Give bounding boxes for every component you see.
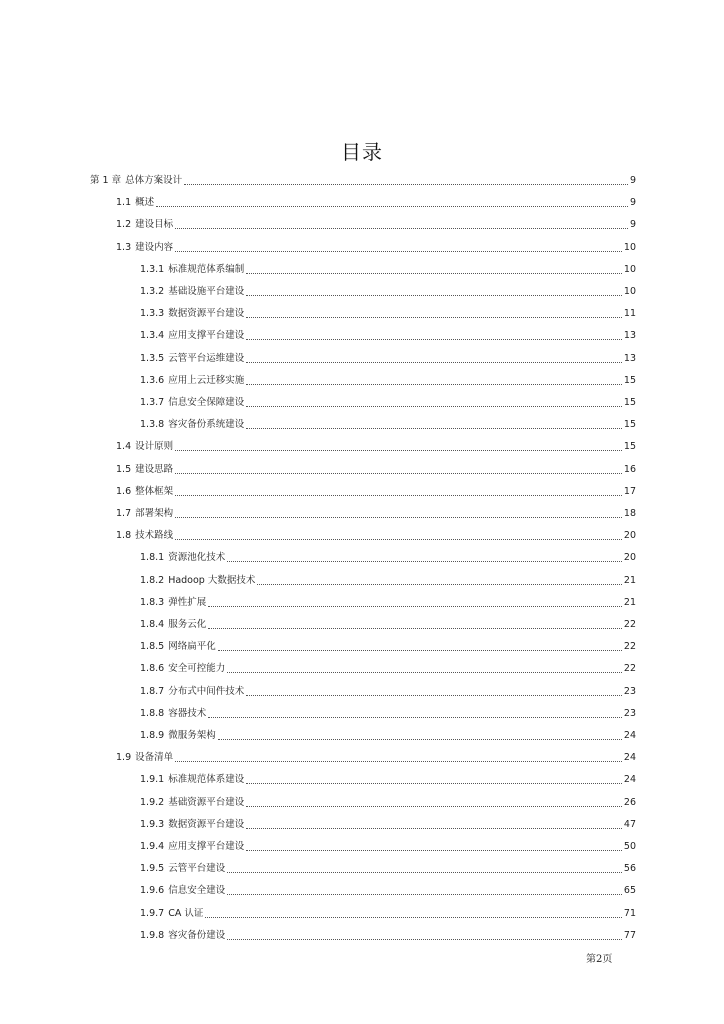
toc-entry-title: 应用支撑平台建设 xyxy=(168,841,245,852)
toc-entry-title: 资源池化技术 xyxy=(168,552,226,564)
toc-entry-page: 9 xyxy=(629,219,636,231)
toc-entry-page: 71 xyxy=(623,907,636,919)
toc-entry-page: 10 xyxy=(623,286,636,297)
toc-entry-page: 24 xyxy=(623,752,636,764)
toc-entry-page: 15 xyxy=(623,419,636,431)
toc-entry-number: 1.7 xyxy=(116,508,132,519)
toc-entry-title: 整体框架 xyxy=(135,485,174,497)
toc-entry-number: 1.9.8 xyxy=(140,929,165,941)
toc-entry-title: 建设内容 xyxy=(135,241,174,253)
toc-dot-leader xyxy=(184,184,628,185)
toc-entry-page: 20 xyxy=(623,552,636,564)
toc-dot-leader xyxy=(175,251,622,252)
toc-dot-leader xyxy=(246,850,622,851)
toc-entry-page: 77 xyxy=(623,929,636,941)
toc-dot-leader xyxy=(175,473,622,474)
toc-entry-number: 1.8.7 xyxy=(140,685,165,697)
toc-entry-page: 65 xyxy=(623,885,636,897)
toc-entry-title: 基础资源平台建设 xyxy=(168,796,245,808)
toc-entry[interactable] xyxy=(140,794,636,810)
toc-entry-title: 总体方案设计 xyxy=(125,175,183,186)
page-number-footer: 第2页 xyxy=(586,954,613,965)
toc-entry-title: 安全可控能力 xyxy=(168,663,226,675)
toc-entry[interactable] xyxy=(140,327,636,343)
toc-dot-leader xyxy=(175,761,622,762)
toc-entry-number: 1.5 xyxy=(116,463,132,475)
toc-entry-number: 1.9.3 xyxy=(140,818,165,830)
toc-entry-number: 1.8.6 xyxy=(140,663,165,675)
toc-entry[interactable] xyxy=(140,816,636,832)
toc-entry[interactable] xyxy=(140,261,636,277)
toc-dot-leader xyxy=(246,273,622,274)
toc-entry-number: 1.4 xyxy=(116,441,132,453)
toc-entry-number: 1.3.7 xyxy=(140,397,165,408)
toc-entry[interactable] xyxy=(140,683,636,699)
toc-entry-number: 1.9 xyxy=(116,752,132,764)
toc-entry[interactable] xyxy=(116,194,636,210)
toc-entry-page: 16 xyxy=(623,463,636,475)
toc-dot-leader xyxy=(246,339,622,340)
toc-entry-page: 24 xyxy=(623,774,636,786)
toc-entry[interactable] xyxy=(116,505,636,521)
toc-dot-leader xyxy=(227,561,622,562)
toc-entry-title: 容灾备份建设 xyxy=(168,929,226,941)
toc-dot-leader xyxy=(246,828,622,829)
toc-dot-leader xyxy=(246,295,622,296)
toc-entry-title: 数据资源平台建设 xyxy=(168,308,245,320)
toc-entry[interactable] xyxy=(140,372,636,388)
toc-entry-number: 1.8.1 xyxy=(140,552,165,564)
toc-entry-page: 47 xyxy=(623,818,636,830)
toc-entry-page: 56 xyxy=(623,863,636,875)
toc-entry-page: 17 xyxy=(623,485,636,497)
toc-entry-number: 1.1 xyxy=(116,197,132,209)
toc-dot-leader xyxy=(246,783,622,784)
toc-dot-leader xyxy=(246,406,622,407)
toc-dot-leader xyxy=(246,695,622,696)
toc-entry[interactable] xyxy=(116,216,636,232)
toc-entry-page: 50 xyxy=(623,841,636,852)
toc-dot-leader xyxy=(156,206,628,207)
toc-entry-page: 23 xyxy=(623,685,636,697)
toc-entry-title: 概述 xyxy=(135,197,155,209)
toc-entry-number: 1.3.5 xyxy=(140,352,165,364)
toc-entry[interactable] xyxy=(116,749,636,765)
toc-entry[interactable] xyxy=(140,771,636,787)
toc-entry-number: 1.3 xyxy=(116,241,132,253)
toc-entry-title: 应用支撑平台建设 xyxy=(168,330,245,342)
toc-entry[interactable] xyxy=(140,394,636,410)
toc-entry-title: 应用上云迁移实施 xyxy=(168,374,245,386)
toc-dot-leader xyxy=(218,739,622,740)
toc-entry-page: 15 xyxy=(623,441,636,453)
toc-entry-page: 15 xyxy=(623,397,636,408)
toc-entry[interactable] xyxy=(140,616,636,632)
toc-dot-leader xyxy=(175,228,628,229)
toc-entry-title: 建设目标 xyxy=(135,219,174,231)
toc-entry-number: 1.8.3 xyxy=(140,596,165,608)
page-title: 目录 xyxy=(341,140,383,164)
toc-entry-title: 网络扁平化 xyxy=(168,641,216,653)
toc-entry[interactable] xyxy=(140,305,636,321)
toc-dot-leader xyxy=(175,539,622,540)
toc-entry-number: 1.3.8 xyxy=(140,419,165,431)
toc-entry-title: 设计原则 xyxy=(135,441,174,453)
toc-dot-leader xyxy=(246,317,622,318)
toc-entry-title: 服务云化 xyxy=(168,619,207,630)
toc-entry[interactable] xyxy=(140,638,636,654)
toc-entry[interactable] xyxy=(140,705,636,721)
toc-entry[interactable] xyxy=(90,172,636,188)
toc-entry-title: 分布式中间件技术 xyxy=(168,685,245,697)
toc-entry-title: 标准规范体系编制 xyxy=(168,263,245,275)
toc-entry-title: 技术路线 xyxy=(135,530,174,542)
toc-entry-number: 1.9.4 xyxy=(140,841,165,852)
toc-entry-page: 11 xyxy=(623,308,636,320)
toc-entry-page: 18 xyxy=(623,508,636,519)
toc-entry-title: CA 认证 xyxy=(168,907,204,919)
toc-entry-page: 22 xyxy=(623,619,636,630)
toc-entry-number: 1.2 xyxy=(116,219,132,231)
toc-dot-leader xyxy=(246,428,622,429)
toc-entry-number: 1.8.5 xyxy=(140,641,165,653)
toc-entry[interactable] xyxy=(116,461,636,477)
toc-dot-leader xyxy=(208,628,622,629)
toc-entry-page: 26 xyxy=(623,796,636,808)
toc-dot-leader xyxy=(257,584,622,585)
toc-entry[interactable] xyxy=(116,527,636,543)
toc-entry-number: 1.9.7 xyxy=(140,907,165,919)
toc-entry[interactable] xyxy=(116,438,636,454)
toc-entry-title: 信息安全建设 xyxy=(168,885,226,897)
toc-entry-number: 第 1 章 xyxy=(90,175,122,186)
toc-entry-number: 1.8.9 xyxy=(140,730,165,741)
toc-entry-page: 9 xyxy=(629,175,636,186)
toc-entry-number: 1.3.2 xyxy=(140,286,165,297)
toc-entry-number: 1.9.5 xyxy=(140,863,165,875)
toc-entry-number: 1.3.6 xyxy=(140,374,165,386)
toc-entry-page: 20 xyxy=(623,530,636,542)
toc-entry-number: 1.3.1 xyxy=(140,263,165,275)
toc-entry-page: 23 xyxy=(623,707,636,719)
toc-entry[interactable] xyxy=(140,350,636,366)
toc-entry-number: 1.8.4 xyxy=(140,619,165,630)
toc-entry-title: 云管平台运维建设 xyxy=(168,352,245,364)
toc-dot-leader xyxy=(227,939,622,940)
toc-entry-page: 15 xyxy=(623,374,636,386)
toc-dot-leader xyxy=(208,717,622,718)
toc-dot-leader xyxy=(205,917,622,918)
toc-entry[interactable] xyxy=(140,416,636,432)
toc-entry-page: 13 xyxy=(623,330,636,342)
toc-entry-number: 1.9.1 xyxy=(140,774,165,786)
toc-dot-leader xyxy=(175,495,622,496)
toc-entry-page: 22 xyxy=(623,641,636,653)
toc-entry[interactable] xyxy=(140,882,636,898)
toc-dot-leader xyxy=(227,672,622,673)
toc-entry-page: 13 xyxy=(623,352,636,364)
toc-entry-number: 1.9.6 xyxy=(140,885,165,897)
toc-entry-title: 数据资源平台建设 xyxy=(168,818,245,830)
toc-entry-number: 1.8.8 xyxy=(140,707,165,719)
toc-entry-title: 设备清单 xyxy=(135,752,174,764)
toc-entry[interactable] xyxy=(140,905,636,921)
toc-entry-page: 21 xyxy=(623,574,636,586)
toc-entry-page: 10 xyxy=(623,241,636,253)
toc-entry[interactable] xyxy=(140,549,636,565)
toc-entry-title: 标准规范体系建设 xyxy=(168,774,245,786)
toc-dot-leader xyxy=(218,650,622,651)
toc-entry-title: 建设思路 xyxy=(135,463,174,475)
toc-dot-leader xyxy=(246,384,622,385)
toc-dot-leader xyxy=(227,872,622,873)
toc-entry-page: 22 xyxy=(623,663,636,675)
toc-entry-title: 容灾备份系统建设 xyxy=(168,419,245,431)
toc-entry[interactable] xyxy=(140,860,636,876)
toc-entry[interactable] xyxy=(140,283,636,299)
toc-entry-number: 1.8 xyxy=(116,530,132,542)
toc-entry-number: 1.3.3 xyxy=(140,308,165,320)
toc-entry-title: 弹性扩展 xyxy=(168,596,207,608)
toc-entry[interactable] xyxy=(140,927,636,943)
toc-dot-leader xyxy=(246,362,622,363)
toc-entry[interactable] xyxy=(140,572,636,588)
toc-dot-leader xyxy=(175,517,622,518)
toc-entry-page: 10 xyxy=(623,263,636,275)
toc-entry[interactable] xyxy=(140,594,636,610)
toc-entry-title: 基础设施平台建设 xyxy=(168,286,245,297)
toc-entry[interactable] xyxy=(116,239,636,255)
toc-entry-number: 1.3.4 xyxy=(140,330,165,342)
toc-entry-title: Hadoop 大数据技术 xyxy=(168,574,256,586)
toc-entry-page: 9 xyxy=(629,197,636,209)
toc-entry[interactable] xyxy=(140,660,636,676)
toc-entry-title: 云管平台建设 xyxy=(168,863,226,875)
toc-entry[interactable] xyxy=(140,838,636,854)
toc-entry-number: 1.6 xyxy=(116,485,132,497)
toc-entry-title: 容器技术 xyxy=(168,707,207,719)
toc-entry-title: 部署架构 xyxy=(135,508,174,519)
toc-dot-leader xyxy=(208,606,622,607)
toc-entry[interactable] xyxy=(140,727,636,743)
toc-dot-leader xyxy=(227,894,622,895)
toc-dot-leader xyxy=(175,450,622,451)
toc-entry[interactable] xyxy=(116,483,636,499)
toc-entry-number: 1.9.2 xyxy=(140,796,165,808)
toc-entry-number: 1.8.2 xyxy=(140,574,165,586)
toc-entry-page: 21 xyxy=(623,596,636,608)
toc-entry-page: 24 xyxy=(623,730,636,741)
toc-entry-title: 微服务架构 xyxy=(168,730,216,741)
toc-entry-title: 信息安全保障建设 xyxy=(168,397,245,408)
toc-dot-leader xyxy=(246,806,622,807)
